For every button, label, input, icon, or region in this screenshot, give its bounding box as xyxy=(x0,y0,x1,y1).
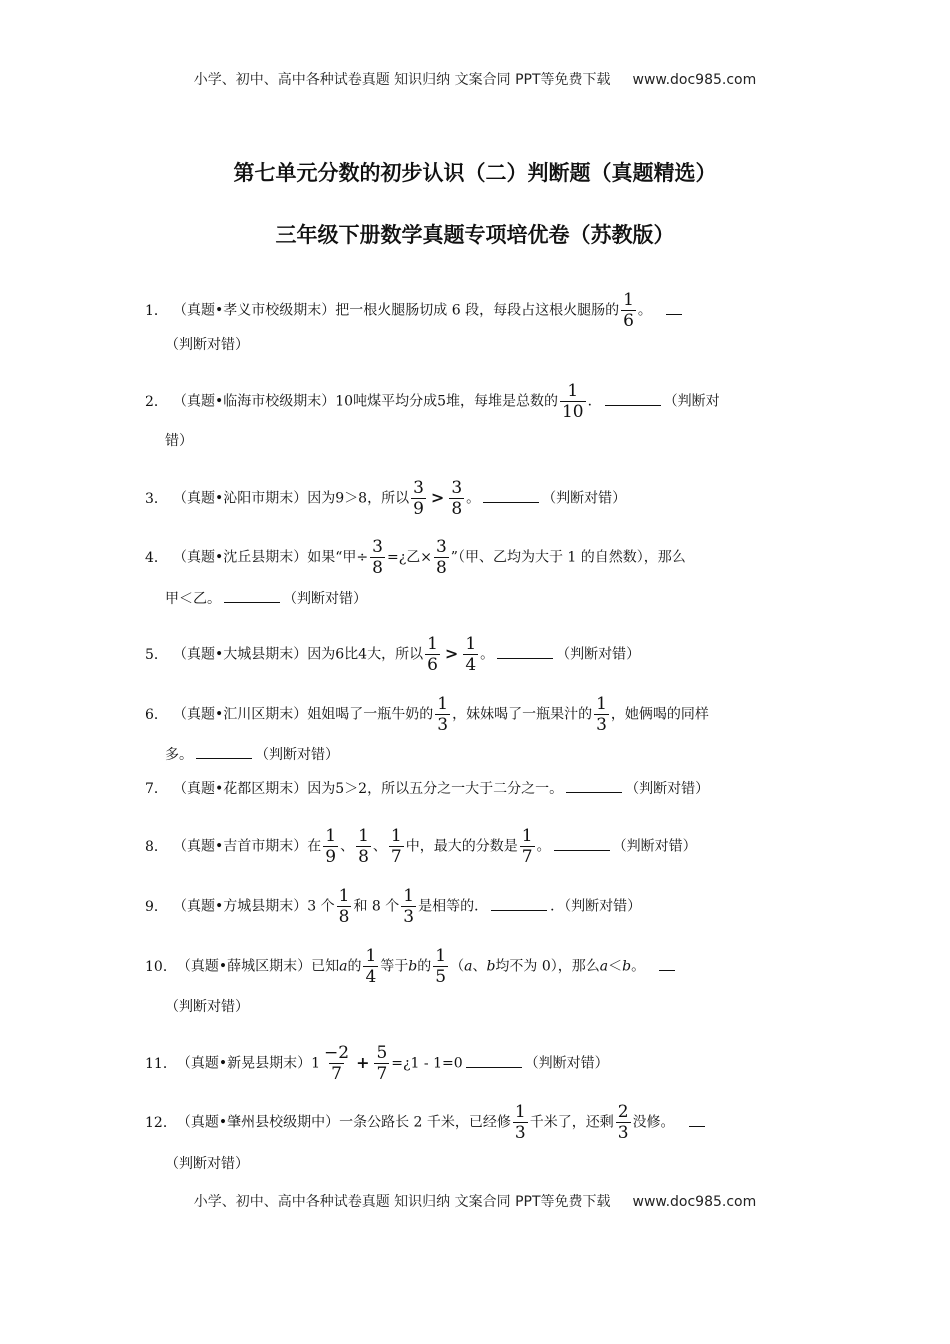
question-3: 3． （真题•沁阳市期末）因为9＞8，所以 $\frac{3}{9}$ > $\frac{3}{8}$ 。 （判断对错） xyxy=(145,478,627,519)
question-11: 11．（真题•新晃县期末）1 $\frac{-2}{7}$ + $\frac{5}{7}$ =¿1 - 1=0 （判断对错） xyxy=(145,1043,609,1084)
question-12: 12．（真题•肇州县校级期中）一条公路长 2 千米，已经修 $\frac{1}{3}$ 千米了，还剩 $\frac{2}{3}$ 没修。 xyxy=(145,1102,815,1143)
fraction: $\frac{1}{7}$ xyxy=(521,826,533,867)
fraction: $\frac{3}{9}$ xyxy=(413,478,424,519)
answer-blank[interactable] xyxy=(689,1114,705,1127)
fraction: $\frac{5}{7}$ xyxy=(376,1043,388,1084)
fraction: $\frac{1}{6}$ xyxy=(427,634,438,675)
fraction: $\frac{1}{9}$ xyxy=(325,826,337,867)
answer-blank[interactable] xyxy=(659,958,675,971)
fraction: $\frac{1}{3}$ xyxy=(437,694,449,735)
page-title: 第七单元分数的初步认识（二）判断题（真题精选） xyxy=(233,161,717,185)
answer-blank[interactable] xyxy=(196,746,252,759)
fraction: $\frac{1}{8}$ xyxy=(358,826,369,867)
answer-blank[interactable] xyxy=(554,838,610,851)
fraction: $\frac{1}{3}$ xyxy=(596,694,607,735)
answer-blank[interactable] xyxy=(491,898,547,911)
page-footer xyxy=(0,1191,950,1211)
header-site[interactable]: www.doc985.com xyxy=(632,72,757,88)
footer-text: 小学、初中、高中各种试卷真题 知识归纳 文案合同 PPT等免费下载 xyxy=(193,1194,611,1210)
fraction: $\frac{1}{8}$ xyxy=(338,886,350,927)
footer-site[interactable]: www.doc985.com xyxy=(632,1194,757,1210)
fraction: $\frac{1}{5}$ xyxy=(435,946,447,987)
fraction: $\frac{3}{8}$ xyxy=(435,537,447,578)
question-9: 9． （真题•方城县期末）3 个 $\frac{1}{8}$ 和 8 个 $\frac{1}{3}$ 是相等的． ．（判断对错） xyxy=(145,886,642,927)
question-6: 6． （真题•汇川区期末）姐姐喝了一瓶牛奶的 $\frac{1}{3}$ ，妹妹喝了一瓶果汁的 $\frac{1}{3}$ ，她俩喝的同样 xyxy=(145,694,709,735)
answer-blank[interactable] xyxy=(466,1055,522,1068)
question-6-cont: 多。 （判断对错） xyxy=(165,747,339,763)
question-1-cont: （判断对错） xyxy=(165,337,249,353)
answer-blank[interactable] xyxy=(666,302,682,315)
fraction: $\frac{1}{4}$ xyxy=(365,946,377,987)
answer-blank[interactable] xyxy=(483,490,539,503)
fraction: $\frac{1}{4}$ xyxy=(465,634,477,675)
fraction: $\frac{3}{8}$ xyxy=(372,537,383,578)
fraction: $\frac{1}{3}$ xyxy=(514,1102,526,1143)
fraction: $\frac{3}{8}$ xyxy=(451,478,463,519)
answer-blank[interactable] xyxy=(605,393,661,406)
question-10-cont: （判断对错） xyxy=(165,999,249,1015)
answer-blank[interactable] xyxy=(497,646,553,659)
question-8: 8． （真题•吉首市期末）在 $\frac{1}{9}$ 、 $\frac{1}{8}$ 、 $\frac{1}{7}$ 中，最大的分数是 $\frac{1}{7}$ 。 （判断对错） xyxy=(145,826,697,867)
question-2: 2． （真题•临海市校级期末）10吨煤平均分成5堆，每堆是总数的 $\frac{1}{10}$ ． （判断对 xyxy=(145,381,720,422)
header-text: 小学、初中、高中各种试卷真题 知识归纳 文案合同 PPT等免费下载 xyxy=(193,72,611,88)
question-4: 4． （真题•沈丘县期末）如果“甲÷ $\frac{3}{8}$ =¿乙× $\frac{3}{8}$ ”（甲、乙均为大于 1 的自然数），那么 xyxy=(145,537,686,578)
question-2-cont: 错） xyxy=(165,433,193,449)
fraction: $\frac{1}{10}$ xyxy=(561,381,584,422)
question-4-cont: 甲＜乙。 （判断对错） xyxy=(165,591,367,607)
answer-blank[interactable] xyxy=(224,590,280,603)
question-1: 1． （真题•孝义市校级期末）把一根火腿肠切成 6 段，每段占这根火腿肠的 $\frac{1}{6}$ 。 xyxy=(145,290,815,331)
fraction: $\frac{1}{7}$ xyxy=(390,826,402,867)
question-7: 7． （真题•花都区期末）因为5＞2，所以五分之一大于二分之一。 （判断对错） xyxy=(145,781,710,797)
question-12-cont: （判断对错） xyxy=(165,1156,249,1172)
fraction: $\frac{1}{3}$ xyxy=(403,886,415,927)
question-5: 5． （真题•大城县期末）因为6比4大，所以 $\frac{1}{6}$ > $\frac{1}{4}$ 。 （判断对错） xyxy=(145,634,641,675)
question-10: 10．（真题•薛城区期末）已知a的 $\frac{1}{4}$ 等于b的 $\frac{1}{5}$ （a、b均不为 0），那么a＜b。 xyxy=(145,946,815,987)
answer-blank[interactable] xyxy=(566,780,622,793)
fraction: $\frac{2}{3}$ xyxy=(617,1102,629,1143)
page-subtitle: 三年级下册数学真题专项培优卷（苏教版） xyxy=(275,223,675,247)
page-header xyxy=(0,69,950,89)
fraction: $\frac{1}{6}$ xyxy=(623,290,634,331)
fraction: $\frac{-2}{7}$ xyxy=(324,1043,350,1084)
